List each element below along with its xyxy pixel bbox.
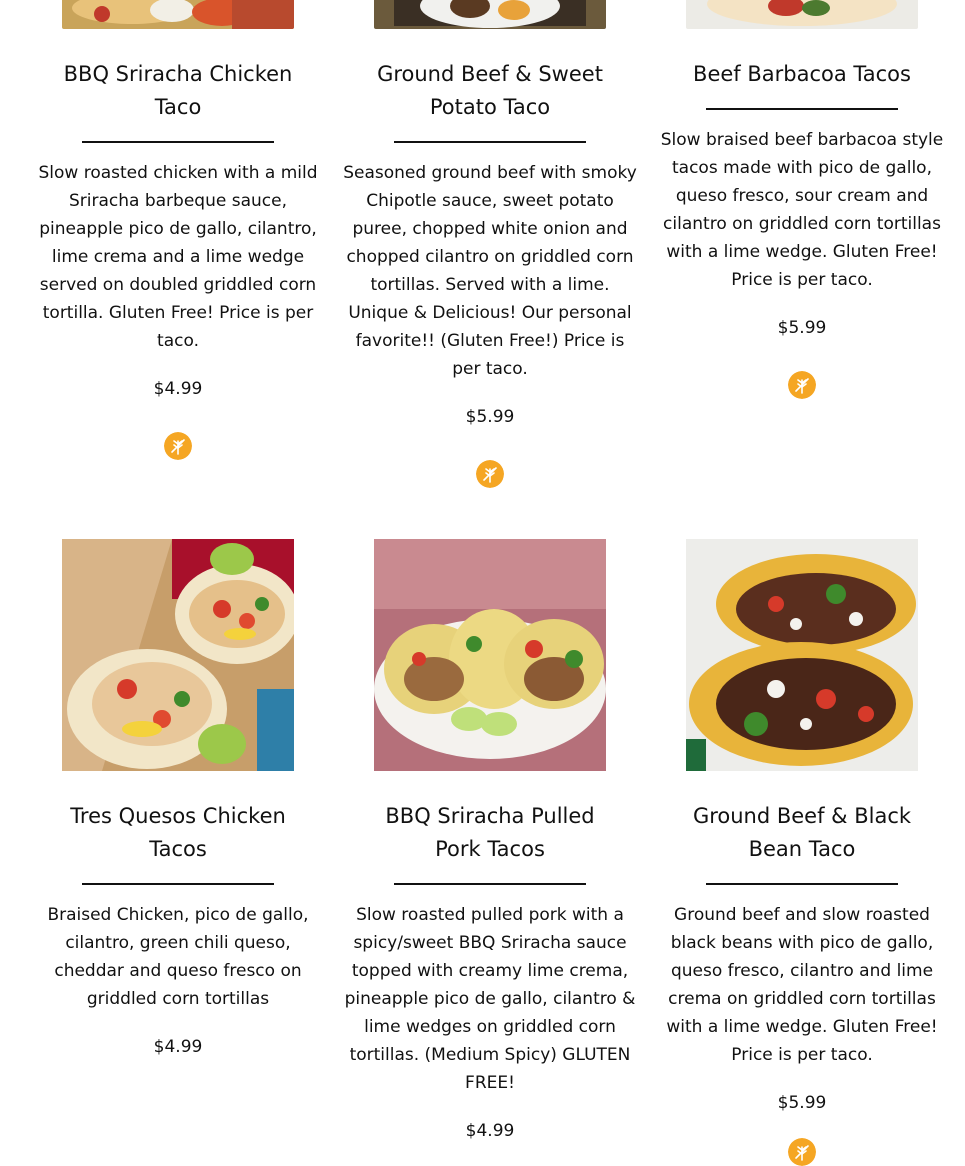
menu-card (646, 539, 958, 1166)
gluten-free-wheat-icon (788, 1138, 816, 1166)
item-description: Seasoned ground beef with smoky Chipotle sauce, sweet potato puree, chopped white onion and chopped cilantro on griddled corn tortillas. Served with a lime. Unique & Delicious! Our personal favorite!! (Gluten Free!) Price is per taco. (343, 163, 637, 379)
menu-card (334, 0, 646, 488)
menu-card (22, 0, 334, 460)
item-title: Ground Beef & Black Bean Taco (692, 804, 912, 861)
taco-photo[interactable] (686, 0, 918, 29)
item-title: BBQ Sriracha Pulled Pork Tacos (385, 804, 595, 861)
item-description: Slow roasted pulled pork with a spicy/sweet BBQ Sriracha sauce topped with creamy lime crema, pineapple pico de gallo, cilantro & lime wedges on griddled corn tortillas. (Medium Spicy) GLUTEN FREE! (344, 905, 636, 1093)
gluten-free-wheat-icon (476, 460, 504, 488)
taco-photo[interactable] (686, 539, 918, 771)
item-price: $5.99 (465, 407, 515, 427)
taco-photo[interactable] (62, 0, 294, 29)
taco-photo[interactable] (374, 539, 606, 771)
gluten-free-wheat-icon (788, 371, 816, 399)
title-divider (394, 883, 586, 885)
title-divider (706, 108, 898, 110)
menu-card (646, 0, 958, 399)
item-price: $4.99 (153, 379, 203, 399)
item-price: $4.99 (153, 1037, 203, 1057)
title-divider (394, 141, 586, 143)
menu-card (334, 539, 646, 1141)
taco-photo[interactable] (62, 539, 294, 771)
item-price: $4.99 (465, 1121, 515, 1141)
gluten-free-wheat-icon (164, 432, 192, 460)
item-description: Braised Chicken, pico de gallo, cilantro, green chili queso, cheddar and queso fresco on griddled corn tortillas (47, 905, 309, 1009)
item-title: Tres Quesos Chicken Tacos (70, 804, 286, 861)
taco-photo[interactable] (374, 0, 606, 29)
item-description: Ground beef and slow roasted black beans with pico de gallo, queso fresco, cilantro and lime crema on griddled corn tortillas with a lime wedge. Gluten Free! Price is per taco. (666, 905, 938, 1065)
item-title: BBQ Sriracha Chicken Taco (63, 62, 293, 119)
item-title: Ground Beef & Sweet Potato Taco (377, 62, 603, 119)
item-price: $5.99 (777, 1093, 827, 1113)
item-description: Slow braised beef barbacoa style tacos made with pico de gallo, queso fresco, sour cream and cilantro on griddled corn tortillas with a lime wedge. Gluten Free! Price is per taco. (660, 130, 944, 290)
item-title: Beef Barbacoa Tacos (693, 62, 911, 86)
title-divider (82, 141, 274, 143)
item-description: Slow roasted chicken with a mild Sriracha barbeque sauce, pineapple pico de gallo, cilantro, lime crema and a lime wedge served on doubled griddled corn tortilla. Gluten Free! Price is per taco. (38, 163, 318, 351)
menu-card (22, 539, 334, 1057)
title-divider (82, 883, 274, 885)
title-divider (706, 883, 898, 885)
item-price: $5.99 (777, 318, 827, 338)
